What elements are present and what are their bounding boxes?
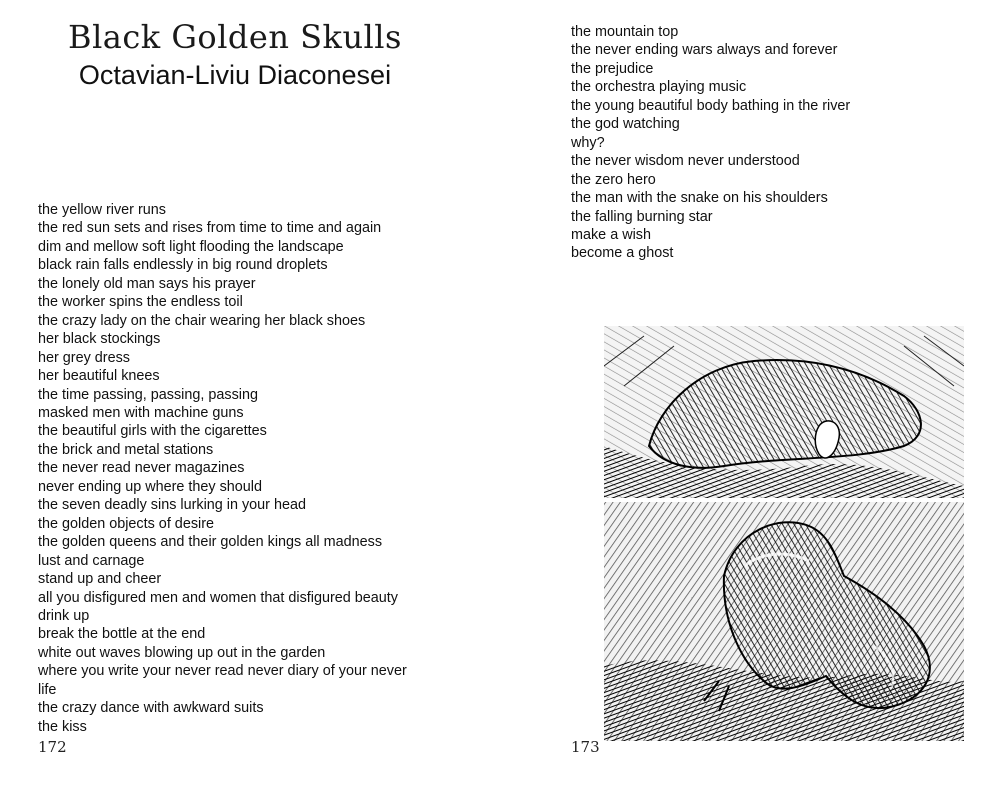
poem-line: the golden queens and their golden kings all madness <box>38 534 383 551</box>
poem-line: why? <box>571 134 605 151</box>
poem-line: the prejudice <box>571 60 654 77</box>
poem-line: the orchestra playing music <box>571 79 747 96</box>
poem-line: the man with the snake on his shoulders <box>571 190 828 207</box>
poem-line: the crazy lady on the chair wearing her black shoes <box>38 312 366 329</box>
poem-line: the falling burning star <box>571 208 713 225</box>
poem-line: white out waves blowing up out in the garden <box>38 644 326 661</box>
poem-line: dim and mellow soft light flooding the landscape <box>38 238 344 255</box>
poem-line: her grey dress <box>38 349 130 366</box>
poem-line: masked men with machine guns <box>38 404 244 421</box>
poem-line: make a wish <box>571 226 651 243</box>
poem-line: black rain falls endlessly in big round droplets <box>38 257 328 274</box>
poem-line: the brick and metal stations <box>38 441 214 458</box>
illustration-top-panel <box>604 326 964 498</box>
illustration-bottom-panel <box>604 502 964 741</box>
poem-left-column <box>38 201 407 736</box>
left-page <box>0 0 490 785</box>
poem-line: the lonely old man says his prayer <box>38 275 256 292</box>
poem-line: the never ending wars always and forever <box>571 42 838 59</box>
poem-line: stand up and cheer <box>38 571 162 588</box>
book-title: Black Golden Skulls <box>68 18 402 56</box>
poem-line: the kiss <box>38 718 87 735</box>
poem-line: the beautiful girls with the cigarettes <box>38 423 267 440</box>
poem-line: break the bottle at the end <box>38 626 206 643</box>
poem-line: life <box>38 681 57 698</box>
poem-line: drink up <box>38 607 90 624</box>
ink-illustration <box>604 326 964 741</box>
poem-line: the god watching <box>571 116 680 133</box>
poem-line: the worker spins the endless toil <box>38 294 243 311</box>
poem-line: the zero hero <box>571 171 656 188</box>
author-name: Octavian-Liviu Diaconesei <box>78 60 392 90</box>
poem-line: the young beautiful body bathing in the river <box>571 97 851 114</box>
page-number-right: 173 <box>571 738 600 756</box>
poem-line: all you disfigured men and women that disfigured beauty <box>38 589 398 606</box>
poem-line: where you write your never read never diary of your never <box>38 663 407 680</box>
poem-line: her beautiful knees <box>38 368 160 385</box>
poem-right-column <box>571 23 850 263</box>
right-page <box>500 0 1000 785</box>
poem-line: the time passing, passing, passing <box>38 386 258 403</box>
poem-line: the seven deadly sins lurking in your head <box>38 497 306 514</box>
poem-line: become a ghost <box>571 245 674 262</box>
poem-line: the mountain top <box>571 24 679 40</box>
poem-line: never ending up where they should <box>38 478 263 495</box>
poem-line: her black stockings <box>38 331 161 348</box>
poem-line: the never wisdom never understood <box>571 153 800 170</box>
poem-line: the red sun sets and rises from time to time and again <box>38 220 382 237</box>
page-number-left: 172 <box>38 738 67 756</box>
poem-line: the crazy dance with awkward suits <box>38 700 264 717</box>
poem-line: lust and carnage <box>38 552 145 569</box>
poem-line: the never read never magazines <box>38 460 245 477</box>
poem-line: the yellow river runs <box>38 202 166 218</box>
poem-line: the golden objects of desire <box>38 515 215 532</box>
